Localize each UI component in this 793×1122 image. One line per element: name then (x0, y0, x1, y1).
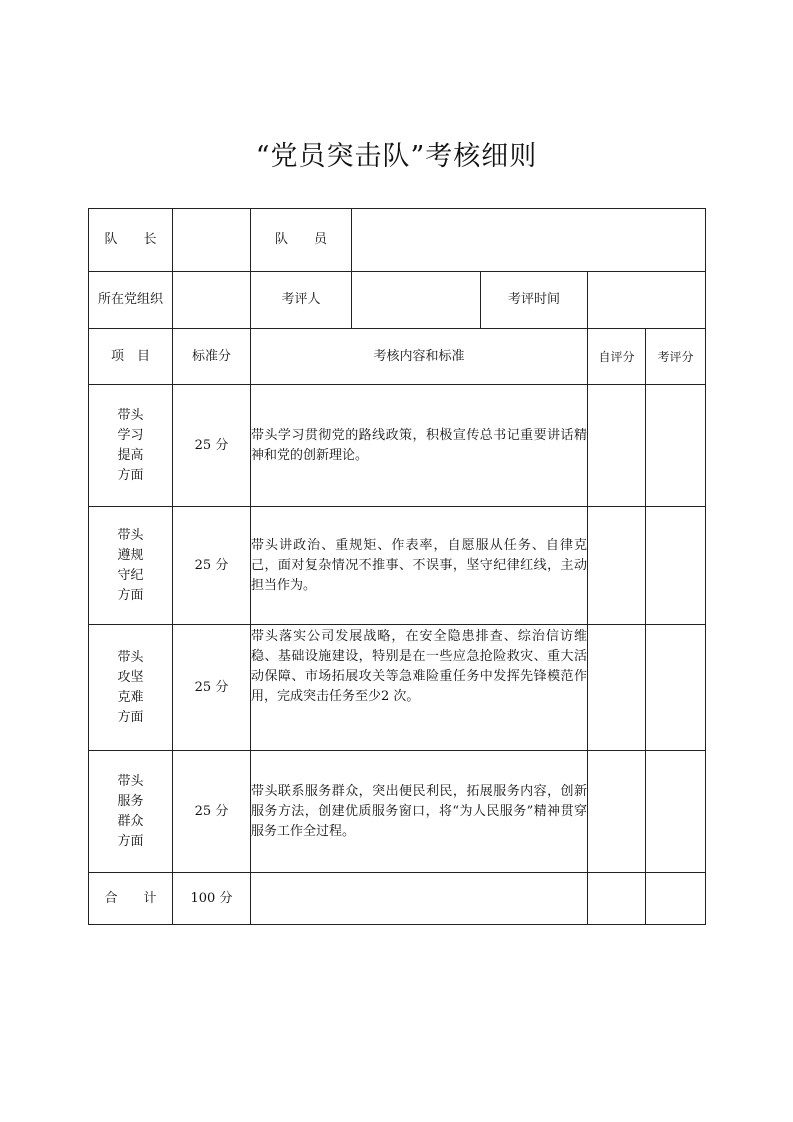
eval-score-cell[interactable] (646, 751, 706, 873)
header-content: 考核内容和标准 (251, 329, 588, 385)
category-line: 守纪 (117, 567, 144, 583)
category-cell (89, 751, 173, 873)
category-line: 带头 (117, 527, 144, 543)
total-content-cell (251, 873, 588, 925)
table-row (89, 507, 706, 625)
self-score-cell[interactable] (588, 385, 646, 507)
header-self-score: 自评分 (588, 329, 646, 385)
leader-label: 队 长 (89, 209, 173, 272)
category-cell (89, 507, 173, 625)
total-label: 合 计 (89, 873, 173, 925)
content-cell: 带头联系服务群众，突出便民利民，拓展服务内容，创新服务方法，创建优质服务窗口，将“为人民服务”精神贯穿服务工作全过程。 (251, 751, 588, 873)
category-line: 带头 (117, 407, 144, 423)
category-line: 学习 (117, 427, 144, 443)
standard-score-cell: 25 分 (173, 751, 251, 873)
total-self-score-cell[interactable] (588, 873, 646, 925)
self-score-cell[interactable] (588, 625, 646, 751)
total-row (89, 873, 706, 925)
standard-score-cell: 25 分 (173, 385, 251, 507)
header-standard-score: 标准分 (173, 329, 251, 385)
category-line: 方面 (117, 587, 144, 603)
category-line: 遵规 (117, 547, 144, 563)
category-line: 带头 (117, 649, 144, 665)
assessment-table (88, 208, 706, 925)
category-line: 方面 (117, 833, 144, 849)
header-row (89, 329, 706, 385)
header-eval-score: 考评分 (646, 329, 706, 385)
category-cell (89, 385, 173, 507)
leader-value[interactable] (173, 209, 251, 272)
category-line: 方面 (117, 467, 144, 483)
content-cell: 带头讲政治、重规矩、作表率，自愿服从任务、自律克己，面对复杂情况不推事、不误事，坚守纪律红线，主动担当作为。 (251, 507, 588, 625)
standard-score-cell: 25 分 (173, 625, 251, 751)
evaluator-label: 考评人 (251, 272, 352, 329)
time-label: 考评时间 (481, 272, 588, 329)
eval-score-cell[interactable] (646, 625, 706, 751)
info-row-org (89, 272, 706, 329)
total-score: 100 分 (173, 873, 251, 925)
page-title: “党员突击队”考核细则 (255, 141, 538, 172)
header-item: 项 目 (89, 329, 173, 385)
self-score-cell[interactable] (588, 507, 646, 625)
eval-score-cell[interactable] (646, 385, 706, 507)
members-label: 队 员 (251, 209, 352, 272)
category-line: 方面 (117, 709, 144, 725)
total-eval-score-cell[interactable] (646, 873, 706, 925)
table-row (89, 625, 706, 751)
standard-score-cell: 25 分 (173, 507, 251, 625)
table-row (89, 751, 706, 873)
members-value[interactable] (352, 209, 706, 272)
evaluator-value[interactable] (352, 272, 481, 329)
self-score-cell[interactable] (588, 751, 646, 873)
category-line: 克难 (117, 689, 144, 705)
category-line: 攻坚 (117, 669, 144, 685)
content-cell: 带头学习贯彻党的路线政策，积极宣传总书记重要讲话精神和党的创新理论。 (251, 385, 588, 507)
category-line: 服务 (117, 793, 144, 809)
category-line: 提高 (117, 447, 144, 463)
org-label: 所在党组织 (89, 272, 173, 329)
table-row (89, 385, 706, 507)
info-row-team (89, 209, 706, 272)
category-line: 群众 (117, 813, 144, 829)
eval-score-cell[interactable] (646, 507, 706, 625)
content-cell: 带头落实公司发展战略，在安全隐患排查、综治信访维稳、基础设施建设，特别是在一些应急抢险救灾、重大活动保障、市场拓展攻关等急难险重任务中发挥先锋模范作用，完成突击任务至少2 次。 (251, 625, 588, 751)
category-cell (89, 625, 173, 751)
category-line: 带头 (117, 773, 144, 789)
org-value[interactable] (173, 272, 251, 329)
time-value[interactable] (588, 272, 706, 329)
